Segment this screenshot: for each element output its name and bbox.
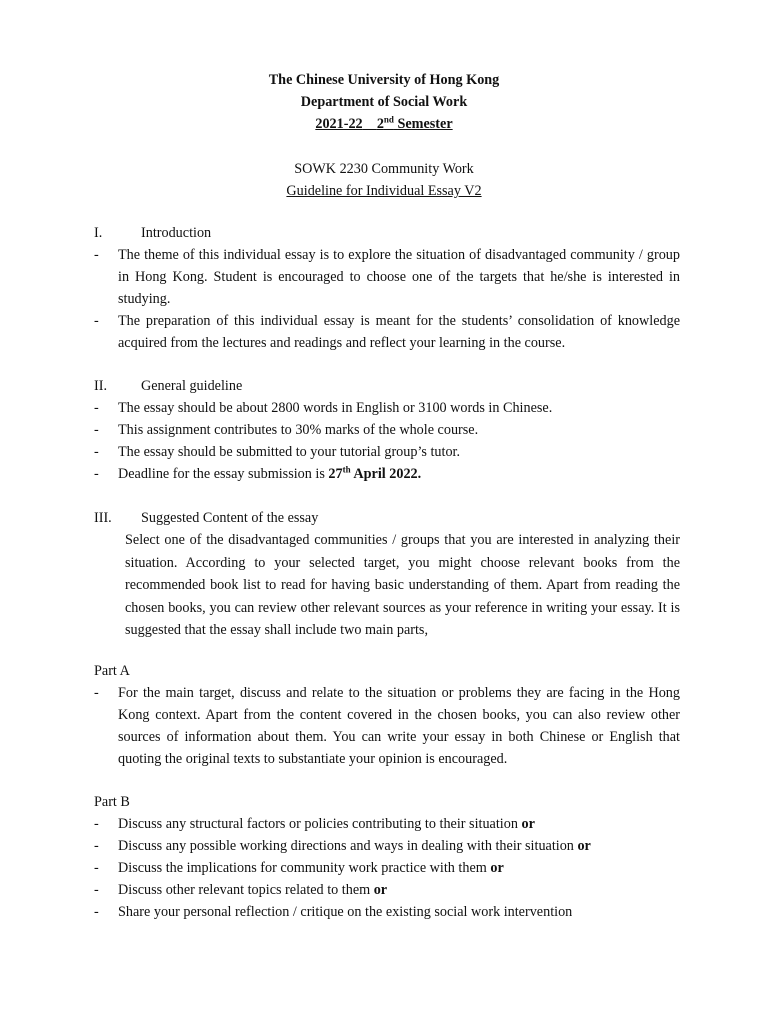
list-item-text: This assignment contributes to 30% marks of the whole course. xyxy=(118,422,479,438)
academic-year: 2021-22 xyxy=(315,116,363,132)
list-item-text: Discuss any structural factors or policies contributing to their situation xyxy=(118,816,522,832)
department-name: Department of Social Work xyxy=(300,94,468,110)
list-item xyxy=(94,419,680,441)
part-title: Part B xyxy=(94,794,130,810)
deadline-day: 27 xyxy=(328,466,343,482)
list-item xyxy=(94,813,680,835)
dash-bullet: - xyxy=(94,247,99,263)
course-code-title: SOWK 2230 Community Work xyxy=(294,161,474,177)
dash-bullet: - xyxy=(94,860,99,876)
section-title: General guideline xyxy=(141,378,243,394)
list-item-text: The preparation of this individual essay is meant for the students’ consolidation of knowledge acquired from the lectures and readings and reflect your learning in the course. xyxy=(118,313,680,351)
dash-bullet: - xyxy=(94,313,99,329)
semester-suffix: nd xyxy=(383,114,394,125)
section-general-guideline xyxy=(94,375,680,485)
semester-line xyxy=(0,113,768,135)
list-item-text: Discuss any possible working directions and ways in dealing with their situation xyxy=(118,838,578,854)
dash-bullet: - xyxy=(94,904,99,920)
part-a xyxy=(94,660,680,770)
or-keyword: or xyxy=(373,882,388,898)
list-item xyxy=(94,682,680,770)
section-number: III. xyxy=(94,510,112,526)
dash-bullet: - xyxy=(94,444,99,460)
list-item-text: Share your personal reflection / critique on the existing social work intervention xyxy=(118,904,573,920)
list-item-text: The essay should be submitted to your tutorial group’s tutor. xyxy=(118,444,461,460)
dash-bullet: - xyxy=(94,422,99,438)
section-heading xyxy=(94,507,680,529)
course-heading xyxy=(0,158,768,202)
list-item-text: Discuss the implications for community work practice with them xyxy=(118,860,491,876)
dash-bullet: - xyxy=(94,466,99,482)
deadline-text: Deadline for the essay submission is xyxy=(118,466,329,482)
section-suggested-content xyxy=(94,507,680,642)
list-item xyxy=(94,244,680,310)
section-number: I. xyxy=(94,225,103,241)
deadline-date: April 2022. xyxy=(350,466,422,482)
university-name: The Chinese University of Hong Kong xyxy=(268,72,500,88)
part-title: Part A xyxy=(94,663,130,679)
list-item xyxy=(94,441,680,463)
document-header xyxy=(0,69,768,135)
dash-bullet: - xyxy=(94,838,99,854)
or-keyword: or xyxy=(490,860,504,876)
dash-bullet: - xyxy=(94,816,99,832)
section-title: Suggested Content of the essay xyxy=(141,510,319,526)
section-introduction xyxy=(94,222,680,354)
list-item-text: For the main target, discuss and relate to the situation or problems they are facing in the Hong Kong context. Apart from the content covered in the chosen books, you can also review other sources of information about them. You can write your essay in both Chinese or English that quoting the original texts to substantiate your opinion is encouraged. xyxy=(118,685,680,767)
list-item xyxy=(94,310,680,354)
list-item xyxy=(94,857,680,879)
list-item-text: The theme of this individual essay is to explore the situation of disadvantaged community / group in Hong Kong. Student is encouraged to choose one of the targets that he/she is interested in studying. xyxy=(118,247,680,307)
or-keyword: or xyxy=(577,838,591,854)
section-title: Introduction xyxy=(141,225,212,241)
section-heading xyxy=(94,222,680,244)
list-item xyxy=(94,463,680,485)
section-number: II. xyxy=(94,378,107,394)
dash-bullet: - xyxy=(94,685,99,701)
semester-number: 2 xyxy=(376,116,384,132)
deadline-suffix: th xyxy=(342,464,351,475)
semester-word: Semester xyxy=(397,116,453,132)
dash-bullet: - xyxy=(94,882,99,898)
list-item-text: The essay should be about 2800 words in English or 3100 words in Chinese. xyxy=(118,400,553,416)
list-item xyxy=(94,879,680,901)
part-b xyxy=(94,791,680,923)
dash-bullet: - xyxy=(94,400,99,416)
list-item xyxy=(94,901,680,923)
list-item xyxy=(94,835,680,857)
list-item-text: Discuss other relevant topics related to them xyxy=(118,882,374,898)
guideline-title: Guideline for Individual Essay V2 xyxy=(286,183,482,199)
section-heading xyxy=(94,375,680,397)
list-item xyxy=(94,397,680,419)
section-paragraph: Select one of the disadvantaged communities / groups that you are interested in analyzing their situation. According to your selected target, you might choose relevant books from the recommended book list to read for having basic understanding of them. Apart from reading the chosen books, you can review other relevant sources as your reference in writing your essay. It is suggested that the essay shall include two main parts, xyxy=(125,532,680,638)
or-keyword: or xyxy=(521,816,535,832)
